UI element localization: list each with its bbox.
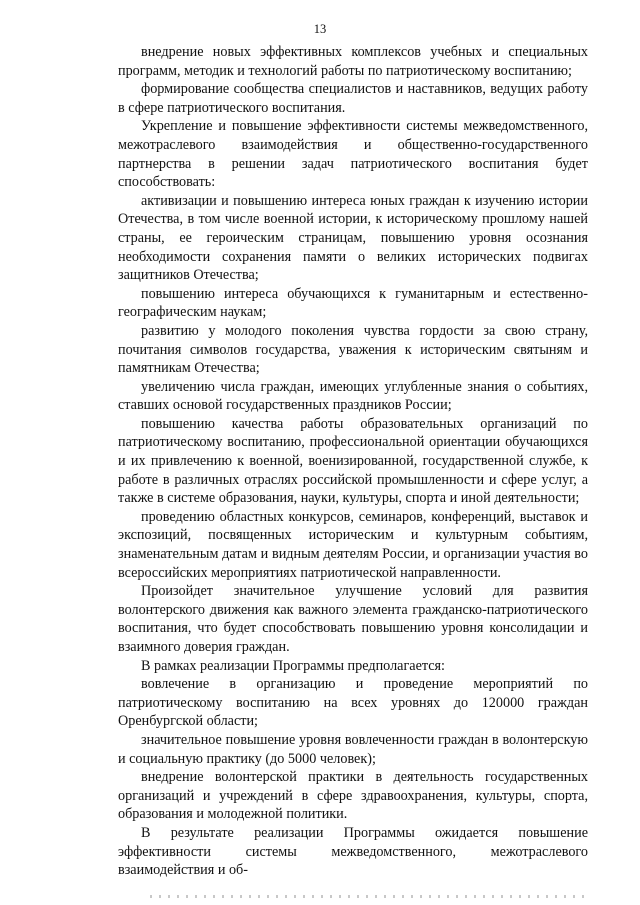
paragraph: вовлечение в организацию и проведение мероприятий по патриотическому воспитанию на всех уровнях до 120000 граждан Оренбургской области; bbox=[118, 676, 588, 730]
paragraph: проведению областных конкурсов, семинаров, конференций, выставок и экспозиций, посвященных историческим и культурным событиям, знаменательным датам и видным деятелям России, и организации участия во всероссийских мероприятиях патриотической направленности. bbox=[118, 508, 588, 581]
paragraph: повышению интереса обучающихся к гуманитарным и естественно-географическим наукам; bbox=[118, 285, 588, 321]
paragraph: Укрепление и повышение эффективности системы межведомственного, межотраслевого взаимодействия и общественно-государственного партнерства в решении задач патриотического воспитания будет способствовать: bbox=[118, 118, 588, 191]
paragraph: В рамках реализации Программы предполагается: bbox=[141, 657, 445, 674]
paragraph: внедрение новых эффективных комплексов учебных и специальных программ, методик и технологий работы по патриотическому воспитанию; bbox=[118, 44, 588, 79]
paragraph: формирование сообщества специалистов и наставников, ведущих работу в сфере патриотического воспитания. bbox=[118, 81, 588, 116]
paragraph: развитию у молодого поколения чувства гордости за свою страну, почитания символов государства, уважения к историческим святыням и памятникам Отечества; bbox=[118, 322, 588, 377]
paragraph: внедрение волонтерской практики в деятельность государственных организаций и учреждений в сфере здравоохранения, культуры, спорта, образования и молодежной политики. bbox=[118, 769, 588, 823]
body-text bbox=[118, 43, 588, 880]
page-number: 13 bbox=[313, 22, 327, 36]
paragraph: В результате реализации Программы ожидается повышение эффективности системы межведомственного, межотраслевого взаимодействия и об- bbox=[118, 824, 588, 879]
paragraph: значительное повышение уровня вовлеченности граждан в волонтерскую и социальную практику (до 5000 человек); bbox=[118, 731, 588, 767]
paragraph: повышению качества работы образовательных организаций по патриотическому воспитанию, профессиональной ориентации обучающихся и их привлечению к военной, военизированной, государственной службе, к работе в различных отраслях российской промышленности и сфере услуг, а также в системе образования, науки, культуры, спорта и иной деятельности; bbox=[118, 415, 588, 507]
scan-artifact-strip bbox=[150, 895, 590, 898]
paragraph: увеличению числа граждан, имеющих углубленные знания о событиях, ставших основой государственных праздников России; bbox=[118, 378, 588, 414]
paragraph: Произойдет значительное улучшение условий для развития волонтерского движения как важного элемента гражданско-патриотического воспитания, что будет способствовать повышению уровня консолидации и взаимного доверия граждан. bbox=[118, 583, 588, 655]
paragraph: активизации и повышению интереса юных граждан к изучению истории Отечества, в том числе военной истории, к историческому прошлому нашей страны, ее героическим страницам, повышению уровня осознания необходимости сохранения памяти о великих исторических подвигах защитников Отечества; bbox=[118, 192, 588, 284]
